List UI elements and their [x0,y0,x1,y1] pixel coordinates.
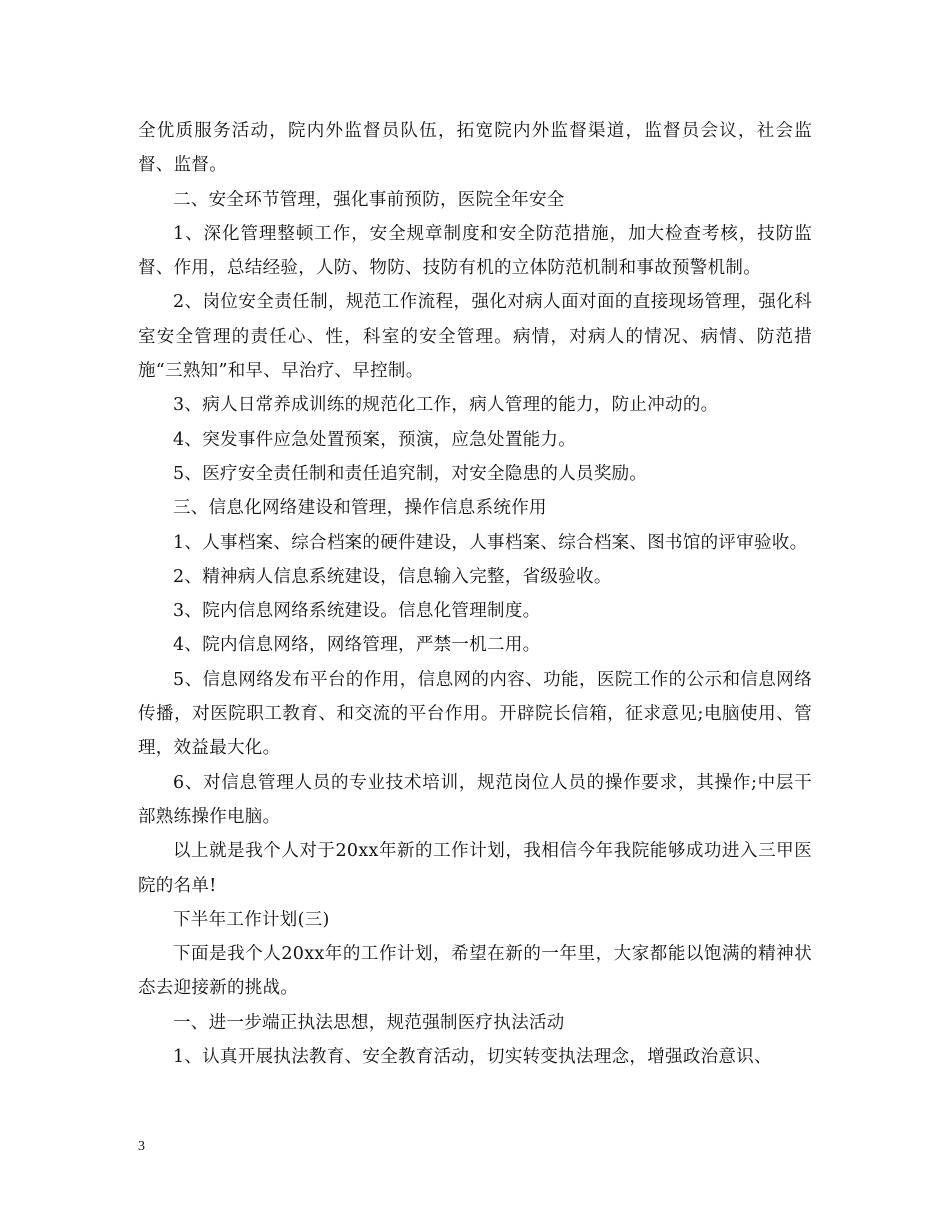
page-number: 3 [138,1139,145,1154]
paragraph: 5、信息网络发布平台的作用，信息网的内容、功能，医院工作的公示和信息网络传播，对医院职工教育、和交流的平台作用。开辟院长信箱，征求意见;电脑使用、管理，效益最大化。 [138,669,812,759]
document-body [138,114,812,1074]
paragraph: 2、精神病人信息系统建设，信息输入完整，省级验收。 [173,566,612,587]
paragraph: 以上就是我个人对于20xx年新的工作计划，我相信今年我院能够成功进入三甲医院的名单! [138,841,812,896]
paragraph: 4、院内信息网络，网络管理，严禁一机二用。 [173,635,541,656]
section-heading: 一、进一步端正执法思想，规范强制医疗执法活动 [173,1012,565,1033]
paragraph: 下面是我个人20xx年的工作计划，希望在新的一年里，大家都能以饱满的精神状态去迎接新的挑战。 [138,944,812,999]
paragraph: 5、医疗安全责任制和责任追究制，对安全隐患的人员奖励。 [173,463,648,484]
paragraph: 4、突发事件应急处置预案，预演，应急处置能力。 [173,429,577,450]
paragraph: 6、对信息管理人员的专业技术培训，规范岗位人员的操作要求，其操作;中层干部熟练操作电脑。 [138,772,812,827]
paragraph: 1、认真开展执法教育、安全教育活动，切实转变执法理念，增强政治意识、 [173,1047,772,1068]
section-heading: 三、信息化网络建设和管理，操作信息系统作用 [173,498,547,519]
paragraph: 3、院内信息网络系统建设。信息化管理制度。 [173,601,541,622]
paragraph: 2、岗位安全责任制，规范工作流程，强化对病人面对面的直接现场管理，强化科室安全管理的责任心、性，科室的安全管理。病情，对病人的情况、病情、防范措施“三熟知”和早、早治疗、早控制。 [138,292,812,382]
paragraph: 3、病人日常养成训练的规范化工作，病人管理的能力，防止冲动的。 [173,395,719,416]
paragraph: 1、深化管理整顿工作，安全规章制度和安全防范措施，加大检查考核，技防监督、作用，总结经验，人防、物防、技防有机的立体防范机制和事故预警机制。 [138,223,812,279]
section-title: 下半年工作计划(三) [173,909,330,930]
paragraph: 1、人事档案、综合档案的硬件建设，人事档案、综合档案、图书馆的评审验收。 [173,532,808,553]
paragraph: 全优质服务活动，院内外监督员队伍，拓宽院内外监督渠道，监督员会议，社会监督、监督。 [138,121,812,176]
section-heading: 二、安全环节管理，强化事前预防，医院全年安全 [173,189,565,210]
